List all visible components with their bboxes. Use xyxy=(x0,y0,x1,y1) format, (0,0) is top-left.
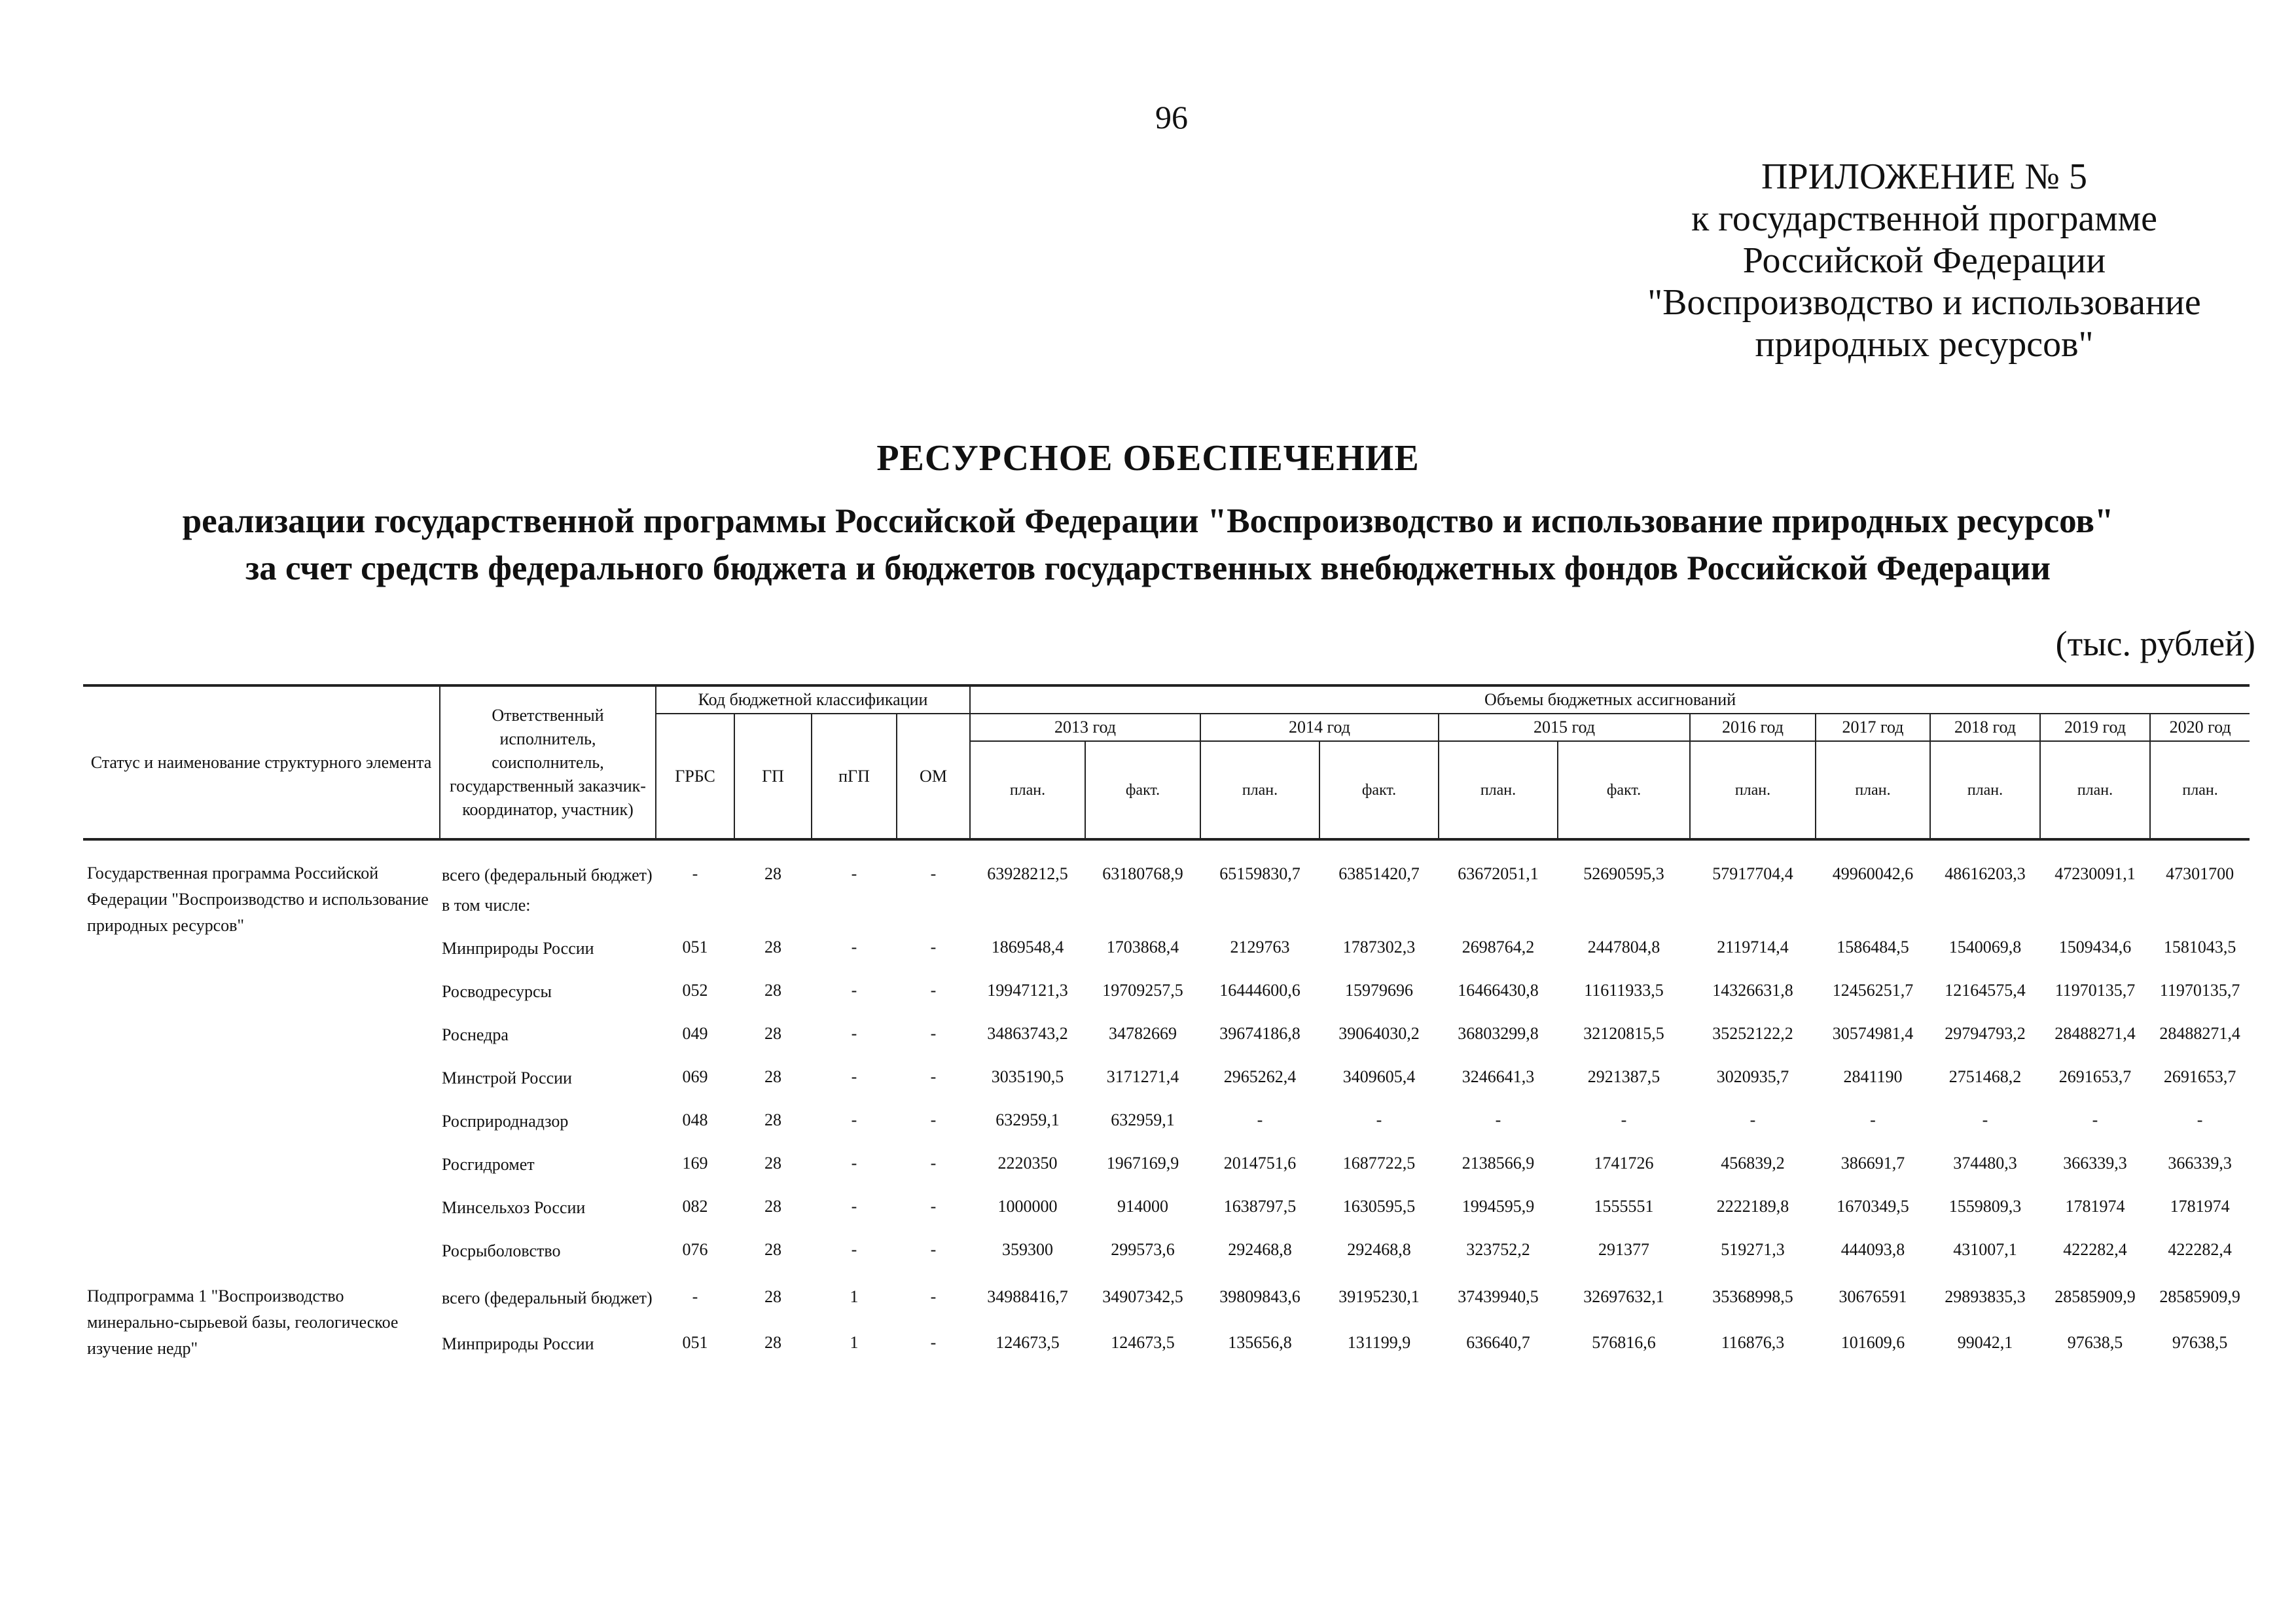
value-cell: 3246641,3 xyxy=(1462,1067,1535,1086)
header-year: 2019 год xyxy=(2040,714,2150,741)
executor-cell: Роснедра xyxy=(442,1025,509,1044)
value-cell: 35368998,5 xyxy=(1712,1287,1793,1306)
executor-cell xyxy=(440,1266,656,1316)
value-cell: 914000 xyxy=(1117,1197,1168,1216)
value-cell: 2921387,5 xyxy=(1587,1067,1660,1086)
value-cell: 374480,3 xyxy=(1953,1154,2017,1173)
code-gp-cell: 28 xyxy=(764,1197,781,1216)
status-cell: Подпрограмма 1 "Воспроизводство минерально-сырьевой базы, геологическое изучение недр" xyxy=(87,1286,399,1358)
executor-cell: Росводресурсы xyxy=(442,982,552,1001)
value-cell: 292468,8 xyxy=(1228,1240,1292,1259)
code-pgp-cell: - xyxy=(851,864,857,883)
appendix-line: природных ресурсов" xyxy=(1755,324,2094,365)
value-cell: 2129763 xyxy=(1230,938,1290,957)
value-cell: 576816,6 xyxy=(1592,1333,1656,1353)
code-pgp-cell: - xyxy=(851,981,857,1000)
code-pgp-cell: 1 xyxy=(850,1333,859,1353)
value-cell: 1509434,6 xyxy=(2058,938,2132,957)
value-cell: 99042,1 xyxy=(1957,1333,2013,1353)
value-cell: 1687722,5 xyxy=(1342,1154,1416,1173)
value-cell: 131199,9 xyxy=(1347,1333,1411,1353)
value-cell: 3171271,4 xyxy=(1106,1067,1179,1086)
value-cell: 39809843,6 xyxy=(1219,1287,1300,1306)
value-cell: 1670349,5 xyxy=(1837,1197,1909,1216)
value-cell: 49960042,6 xyxy=(1832,864,1914,883)
header-fact: факт. xyxy=(1085,741,1200,839)
value-cell: 292468,8 xyxy=(1347,1240,1411,1259)
code-gp-cell: 28 xyxy=(764,1024,781,1043)
value-cell: 116876,3 xyxy=(1721,1333,1785,1353)
executor-cell: Минсельхоз России xyxy=(442,1198,586,1217)
value-cell: 34907342,5 xyxy=(1102,1287,1183,1306)
value-cell: 2014751,6 xyxy=(1223,1154,1297,1173)
code-pgp-cell: - xyxy=(851,1154,857,1173)
value-cell: 1630595,5 xyxy=(1342,1197,1416,1216)
value-cell: 63180768,9 xyxy=(1102,864,1183,883)
value-cell: - xyxy=(1621,1110,1627,1129)
value-cell: 52690595,3 xyxy=(1583,864,1664,883)
value-cell: - xyxy=(2197,1110,2203,1129)
header-om: ОМ xyxy=(897,714,970,839)
value-cell: 15979696 xyxy=(1345,981,1413,1000)
value-cell: 444093,8 xyxy=(1840,1240,1905,1259)
value-cell: 2965262,4 xyxy=(1223,1067,1297,1086)
value-cell: 519271,3 xyxy=(1721,1240,1785,1259)
value-cell: 291377 xyxy=(1598,1240,1649,1259)
value-cell: 124673,5 xyxy=(996,1333,1060,1353)
appendix-header xyxy=(1558,156,2291,365)
appendix-line: "Воспроизводство и использование xyxy=(1647,282,2201,323)
value-cell: 39195230,1 xyxy=(1338,1287,1420,1306)
value-cell: 422282,4 xyxy=(2168,1240,2232,1259)
value-cell: 36803299,8 xyxy=(1458,1024,1539,1043)
value-cell: 323752,2 xyxy=(1466,1240,1530,1259)
value-cell: 28488271,4 xyxy=(2159,1024,2240,1043)
header-gp: ГП xyxy=(734,714,812,839)
value-cell: 29893835,3 xyxy=(1945,1287,2026,1306)
value-cell: 101609,6 xyxy=(1840,1333,1905,1353)
value-cell: 1581043,5 xyxy=(2163,938,2236,957)
appendix-line: к государственной программе xyxy=(1691,198,2157,239)
value-cell: 1555551 xyxy=(1594,1197,1654,1216)
value-cell: 2691653,7 xyxy=(2058,1067,2132,1086)
executor-total-label: всего (федеральный бюджет) xyxy=(442,1288,653,1307)
executor-cell: Росгидромет xyxy=(442,1155,535,1174)
value-cell: 39674186,8 xyxy=(1219,1024,1300,1043)
executor-cell: Минстрой России xyxy=(442,1068,572,1087)
code-gp-cell: 28 xyxy=(764,1067,781,1086)
value-cell: 63928212,5 xyxy=(987,864,1068,883)
code-om-cell: - xyxy=(930,1024,937,1043)
value-cell: 14326631,8 xyxy=(1712,981,1793,1000)
value-cell: 30574981,4 xyxy=(1832,1024,1914,1043)
code-om-cell: - xyxy=(930,1154,937,1173)
table-body xyxy=(83,839,2250,1362)
value-cell: 124673,5 xyxy=(1111,1333,1175,1353)
value-cell: 28585909,9 xyxy=(2054,1287,2136,1306)
header-plan: план. xyxy=(2040,741,2150,839)
value-cell: 47301700 xyxy=(2166,864,2234,883)
header-pgp: пГП xyxy=(812,714,897,839)
value-cell: - xyxy=(1870,1110,1876,1129)
value-cell: 19947121,3 xyxy=(987,981,1068,1000)
executor-total-label: всего (федеральный бюджет) xyxy=(442,866,653,884)
value-cell: - xyxy=(1495,1110,1501,1129)
code-gp-cell: 28 xyxy=(764,864,781,883)
code-gp-cell: 28 xyxy=(764,1240,781,1259)
value-cell: 1540069,8 xyxy=(1948,938,2022,957)
value-cell: 34782669 xyxy=(1109,1024,1177,1043)
header-plan: план. xyxy=(1200,741,1319,839)
value-cell: 3035190,5 xyxy=(991,1067,1064,1086)
executor-cell: Росрыболовство xyxy=(442,1241,561,1260)
value-cell: 3409605,4 xyxy=(1342,1067,1416,1086)
code-grbs-cell: - xyxy=(692,1287,698,1306)
budget-table xyxy=(83,684,2250,1362)
code-grbs-cell: 049 xyxy=(682,1024,708,1043)
code-gp-cell: 28 xyxy=(764,981,781,1000)
code-grbs-cell: 082 xyxy=(682,1197,708,1216)
value-cell: 65159830,7 xyxy=(1219,864,1300,883)
code-gp-cell: 28 xyxy=(764,1154,781,1173)
value-cell: 2119714,4 xyxy=(1717,938,1789,957)
code-om-cell: - xyxy=(930,1287,937,1306)
code-pgp-cell: - xyxy=(851,1024,857,1043)
code-pgp-cell: - xyxy=(851,1110,857,1129)
header-plan: план. xyxy=(2150,741,2250,839)
code-gp-cell: 28 xyxy=(764,1287,781,1306)
executor-cell: Минприроды России xyxy=(442,939,594,958)
code-pgp-cell: - xyxy=(851,938,857,957)
value-cell: 16466430,8 xyxy=(1458,981,1539,1000)
header-plan: план. xyxy=(1930,741,2040,839)
value-cell: 386691,7 xyxy=(1840,1154,1905,1173)
value-cell: - xyxy=(1982,1110,1988,1129)
table-row-total xyxy=(83,860,2250,921)
value-cell: 2698764,2 xyxy=(1462,938,1535,957)
value-cell: 3020935,7 xyxy=(1716,1067,1789,1086)
value-cell: - xyxy=(2092,1110,2098,1129)
header-plan: план. xyxy=(1439,741,1558,839)
code-grbs-cell: 052 xyxy=(682,981,708,1000)
units-label: (тыс. рублей) xyxy=(2055,624,2255,663)
subtitle-line: за счет средств федерального бюджета и бюджетов государственных внебюджетных фондов Российской Федерации xyxy=(245,549,2051,587)
table-spacer xyxy=(83,839,2250,860)
value-cell: 422282,4 xyxy=(2063,1240,2127,1259)
value-cell: 12456251,7 xyxy=(1832,981,1914,1000)
value-cell: 1869548,4 xyxy=(991,938,1064,957)
value-cell: 2222189,8 xyxy=(1716,1197,1789,1216)
status-cell: Государственная программа Российской Федерации "Воспроизводство и использование природных ресурсов" xyxy=(87,864,429,935)
value-cell: 632959,1 xyxy=(1111,1110,1175,1129)
header-status: Статус и наименование структурного элемента xyxy=(83,685,440,839)
value-cell: - xyxy=(1376,1110,1382,1129)
value-cell: 1559809,3 xyxy=(1948,1197,2022,1216)
code-pgp-cell: - xyxy=(851,1067,857,1086)
value-cell: 1703868,4 xyxy=(1106,938,1179,957)
code-om-cell: - xyxy=(930,1110,937,1129)
code-om-cell: - xyxy=(930,1067,937,1086)
header-fact: факт. xyxy=(1319,741,1439,839)
header-year: 2015 год xyxy=(1439,714,1690,741)
value-cell: 16444600,6 xyxy=(1219,981,1300,1000)
header-budget-code: Код бюджетной классификации xyxy=(656,685,970,714)
value-cell: 63851420,7 xyxy=(1338,864,1420,883)
appendix-line: Российской Федерации xyxy=(1742,240,2106,281)
value-cell: 34988416,7 xyxy=(987,1287,1068,1306)
value-cell: 34863743,2 xyxy=(987,1024,1068,1043)
header-fact: факт. xyxy=(1558,741,1690,839)
code-grbs-cell: 051 xyxy=(682,1333,708,1353)
value-cell: 32697632,1 xyxy=(1583,1287,1664,1306)
value-cell: 1638797,5 xyxy=(1223,1197,1297,1216)
value-cell: 37439940,5 xyxy=(1458,1287,1539,1306)
code-pgp-cell: 1 xyxy=(850,1287,859,1306)
value-cell: 1994595,9 xyxy=(1462,1197,1535,1216)
value-cell: 1586484,5 xyxy=(1837,938,1909,957)
value-cell: 28585909,9 xyxy=(2159,1287,2240,1306)
code-gp-cell: 28 xyxy=(764,938,781,957)
document-title: РЕСУРСНОЕ ОБЕСПЕЧЕНИЕ xyxy=(876,438,1420,479)
header-year: 2016 год xyxy=(1690,714,1816,741)
executor-cell xyxy=(440,860,656,921)
document-subtitle xyxy=(52,498,2244,592)
header-year: 2017 год xyxy=(1816,714,1930,741)
code-grbs-cell: 048 xyxy=(682,1110,708,1129)
value-cell: 2138566,9 xyxy=(1462,1154,1535,1173)
header-grbs: ГРБС xyxy=(656,714,734,839)
value-cell: 2447804,8 xyxy=(1587,938,1660,957)
value-cell: 359300 xyxy=(1002,1240,1053,1259)
value-cell: 456839,2 xyxy=(1721,1154,1785,1173)
value-cell: 1967169,9 xyxy=(1106,1154,1179,1173)
header-plan: план. xyxy=(970,741,1085,839)
value-cell: 97638,5 xyxy=(2067,1333,2123,1353)
value-cell: - xyxy=(1257,1110,1263,1129)
value-cell: 1781974 xyxy=(2065,1197,2125,1216)
header-plan: план. xyxy=(1690,741,1816,839)
value-cell: 2220350 xyxy=(997,1154,1058,1173)
value-cell: 63672051,1 xyxy=(1458,864,1539,883)
header-year: 2013 год xyxy=(970,714,1200,741)
executor-cell: Росприроднадзор xyxy=(442,1112,569,1131)
code-grbs-cell: 076 xyxy=(682,1240,708,1259)
value-cell: 2691653,7 xyxy=(2163,1067,2236,1086)
table-row-total xyxy=(83,1266,2250,1316)
page-number: 96 xyxy=(1155,99,1188,136)
value-cell: 39064030,2 xyxy=(1338,1024,1420,1043)
value-cell: 632959,1 xyxy=(996,1110,1060,1129)
executor-note: в том числе: xyxy=(442,896,531,915)
value-cell: 431007,1 xyxy=(1953,1240,2017,1259)
code-gp-cell: 28 xyxy=(764,1333,781,1353)
code-pgp-cell: - xyxy=(851,1197,857,1216)
value-cell: 29794793,2 xyxy=(1945,1024,2026,1043)
header-year: 2020 год xyxy=(2150,714,2250,741)
code-grbs-cell: 069 xyxy=(682,1067,708,1086)
code-pgp-cell: - xyxy=(851,1240,857,1259)
header-executor: Ответственный исполнитель, соисполнитель, государственный заказчик-координатор, участник) xyxy=(440,685,656,839)
value-cell: 30676591 xyxy=(1839,1287,1907,1306)
value-cell: 28488271,4 xyxy=(2054,1024,2136,1043)
code-om-cell: - xyxy=(930,1197,937,1216)
value-cell: 11611933,5 xyxy=(1584,981,1664,1000)
code-grbs-cell: 051 xyxy=(682,938,708,957)
value-cell: 1000000 xyxy=(997,1197,1058,1216)
spacer-cell xyxy=(83,839,2250,860)
code-grbs-cell: 169 xyxy=(682,1154,708,1173)
subtitle-line: реализации государственной программы Российской Федерации "Воспроизводство и использование природных ресурсов" xyxy=(182,502,2114,540)
code-om-cell: - xyxy=(930,938,937,957)
value-cell: 1787302,3 xyxy=(1342,938,1416,957)
value-cell: 135656,8 xyxy=(1228,1333,1292,1353)
value-cell: 1781974 xyxy=(2170,1197,2230,1216)
value-cell: 2751468,2 xyxy=(1948,1067,2022,1086)
value-cell: 48616203,3 xyxy=(1945,864,2026,883)
executor-cell: Минприроды России xyxy=(442,1334,594,1354)
value-cell: 366339,3 xyxy=(2168,1154,2232,1173)
value-cell: 11970135,7 xyxy=(2159,981,2240,1000)
value-cell: 1741726 xyxy=(1594,1154,1654,1173)
code-om-cell: - xyxy=(930,864,937,883)
code-grbs-cell: - xyxy=(692,864,698,883)
value-cell: 97638,5 xyxy=(2172,1333,2228,1353)
code-om-cell: - xyxy=(930,1240,937,1259)
value-cell: 57917704,4 xyxy=(1712,864,1793,883)
value-cell: 19709257,5 xyxy=(1102,981,1183,1000)
value-cell: - xyxy=(1749,1110,1756,1129)
header-year: 2014 год xyxy=(1200,714,1439,741)
value-cell: 47230091,1 xyxy=(2054,864,2136,883)
header-year: 2018 год xyxy=(1930,714,2040,741)
value-cell: 32120815,5 xyxy=(1583,1024,1664,1043)
value-cell: 299573,6 xyxy=(1111,1240,1175,1259)
code-om-cell: - xyxy=(930,981,937,1000)
value-cell: 636640,7 xyxy=(1466,1333,1530,1353)
value-cell: 12164575,4 xyxy=(1945,981,2026,1000)
header-volumes: Объемы бюджетных ассигнований xyxy=(970,685,2250,714)
value-cell: 11970135,7 xyxy=(2054,981,2136,1000)
code-gp-cell: 28 xyxy=(764,1110,781,1129)
value-cell: 35252122,2 xyxy=(1712,1024,1793,1043)
value-cell: 2841190 xyxy=(1843,1067,1903,1086)
value-cell: 366339,3 xyxy=(2063,1154,2127,1173)
appendix-line: ПРИЛОЖЕНИЕ № 5 xyxy=(1761,156,2087,197)
code-om-cell: - xyxy=(930,1333,937,1353)
header-plan: план. xyxy=(1816,741,1930,839)
